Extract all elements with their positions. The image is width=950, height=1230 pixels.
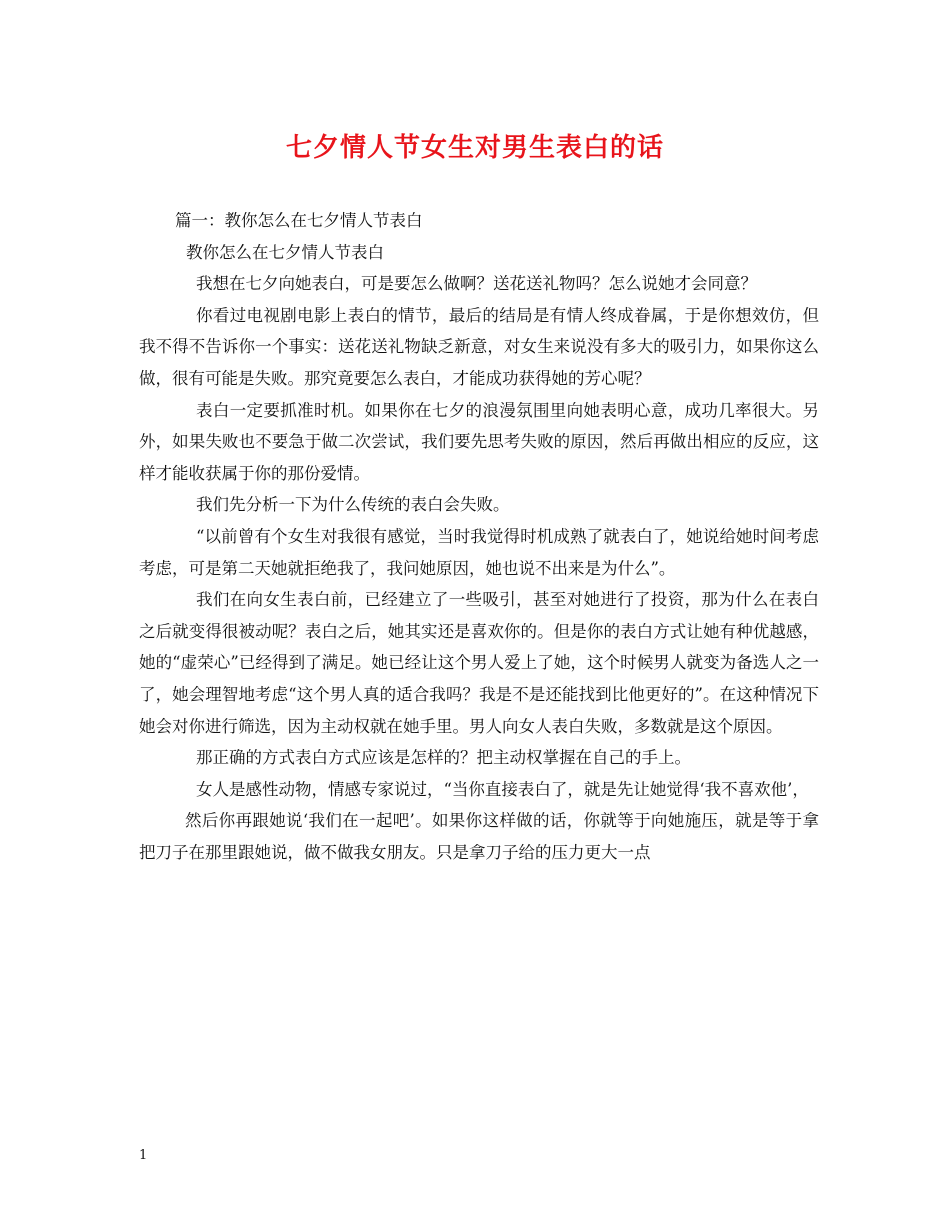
document-title: 七夕情人节女生对男生表白的话 [285,133,664,163]
page-number: 1 [139,1148,148,1163]
paragraph: 那正确的方式表白方式应该是怎样的？把主动权掌握在自己的手上。 [196,748,691,768]
paragraph: 表白一定要抓准时机。如果你在七夕的浪漫氛围里向她表明心意，成功几率很大。另外，如果失败也不要急于做二次尝试，我们要先思考失败的原因，然后再做出相应的反应，这样才能收获属于你的那份爱情。 [139,400,819,483]
paragraph: 女人是感性动物，情感专家说过，“当你直接表白了，就是先让她觉得‘我不喜欢他’， [196,779,809,799]
paragraph: 我们在向女生表白前，已经建立了一些吸引，甚至对她进行了投资，那为什么在表白之后就变得很被动呢？表白之后，她其实还是喜欢你的。但是你的表白方式让她有种优越感，她的“虚荣心”已经得到了满足。她已经让这个男人爱上了她，这个时候男人就变为备选人之一了，她会理智地考虑“这个男人真的适合我吗？我是不是还能找到比他更好的”。在这种情况下她会对你进行筛选，因为主动权就在她手里。男人向女人表白失败，多数就是这个原因。 [139,590,819,736]
paragraph: 你看过电视剧电影上表白的情节，最后的结局是有情人终成眷属，于是你想效仿，但我不得不告诉你一个事实：送花送礼物缺乏新意，对女生来说没有多大的吸引力，如果你这么做，很有可能是失败。那究竟要怎么表白，才能成功获得她的芳心呢？ [139,305,819,388]
quote-paragraph: “以前曾有个女生对我很有感觉，当时我觉得时机成熟了就表白了，她说给她时间考虑考虑，可是第二天她就拒绝我了，我问她原因，她也说不出来是为什么”。 [139,526,819,578]
paragraph: 我想在七夕向她表白，可是要怎么做啊？送花送礼物吗？怎么说她才会同意？ [196,274,757,294]
article-subtitle: 教你怎么在七夕情人节表白 [186,242,384,262]
section-heading: 篇一：教你怎么在七夕情人节表白 [175,211,423,230]
paragraph: 然后你再跟她说‘我们在一起吧’。如果你这样做的话，你就等于向她施压，就是等于拿把刀子在那里跟她说，做不做我女朋友。只是拿刀子给的压力更大一点 [139,811,819,862]
paragraph: 我们先分析一下为什么传统的表白会失败。 [196,495,510,515]
document-body [139,205,819,868]
